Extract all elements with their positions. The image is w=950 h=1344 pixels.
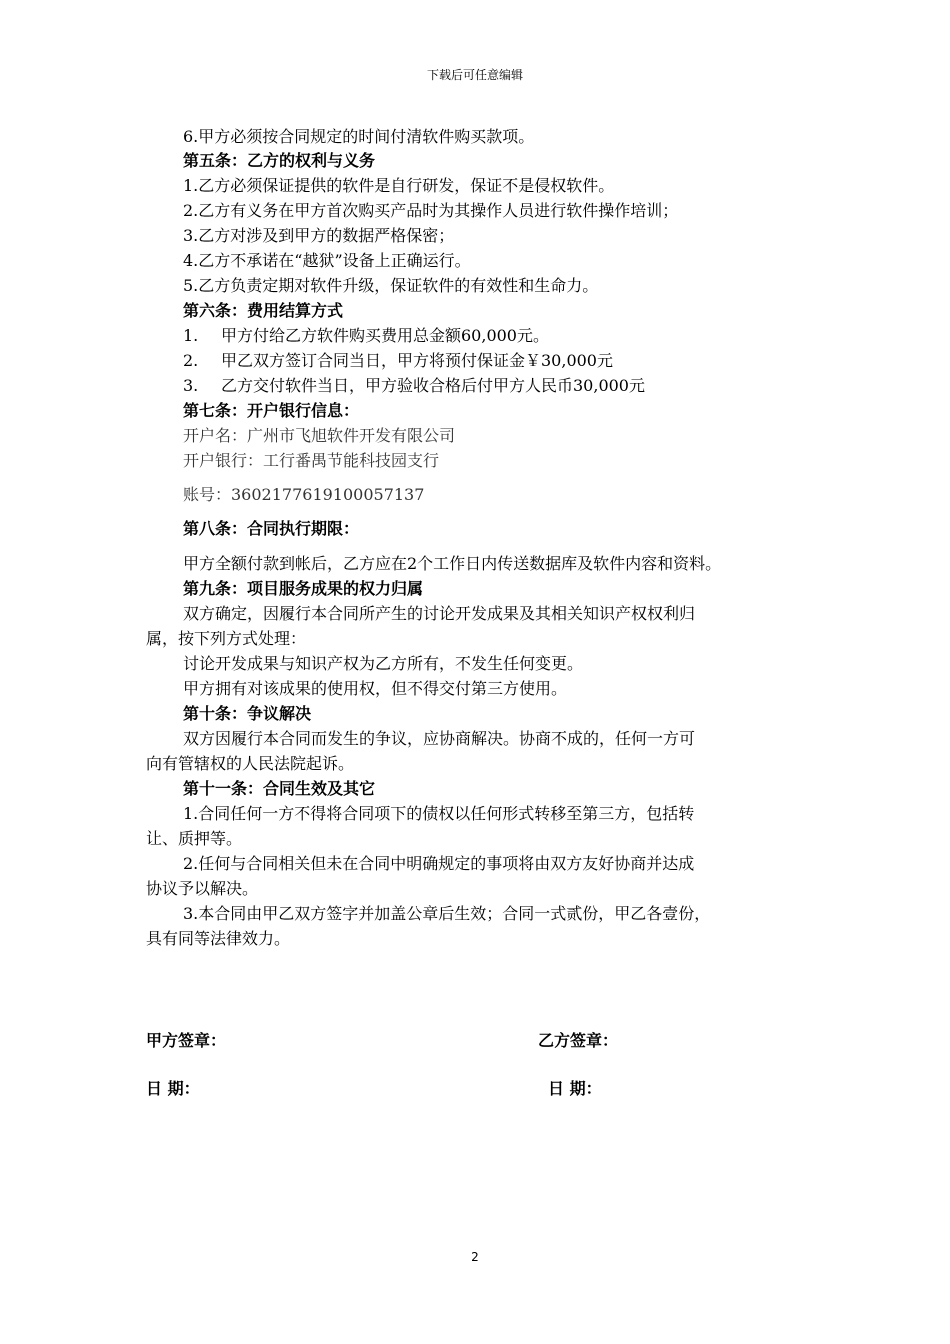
clause-5-item-2: 2.乙方有义务在甲方首次购买产品时为其操作人员进行软件操作培训；	[183, 201, 679, 220]
clause-9-heading: 第九条：项目服务成果的权力归属	[183, 579, 424, 598]
clause-11-item-1a: 1.合同任何一方不得将合同项下的债权以任何形式转移至第三方，包括转	[183, 804, 695, 823]
item-number: 2.	[183, 351, 199, 370]
clause-5-item-3: 3.乙方对涉及到甲方的数据严格保密；	[183, 226, 455, 245]
clause-7-heading: 第七条：开户银行信息：	[183, 401, 360, 420]
clause-11-item-3a: 3.本合同由甲乙双方签字并加盖公章后生效；合同一式贰份，甲乙各壹份，	[183, 904, 711, 923]
clause-11-item-2a: 2.任何与合同相关但未在合同中明确规定的事项将由双方友好协商并达成	[183, 854, 695, 873]
clause-6-heading: 第六条：费用结算方式	[183, 301, 344, 320]
clause-11-item-2b: 协议予以解决。	[146, 879, 259, 898]
clause-9-text-2: 属，按下列方式处理：	[146, 629, 307, 648]
clause-10-text-1: 双方因履行本合同而发生的争议，应协商解决。协商不成的，任何一方可	[183, 729, 696, 748]
clause-4-item-6: 6.甲方必须按合同规定的时间付清软件购买款项。	[183, 127, 535, 146]
clause-11-item-3b: 具有同等法律效力。	[146, 929, 291, 948]
party-b-signature-label: 乙方签章：	[538, 1031, 619, 1050]
account-number: 账号：3602177619100057137	[183, 485, 425, 504]
bank-name: 开户银行：工行番禺节能科技园支行	[183, 451, 440, 470]
party-a-signature-label: 甲方签章：	[146, 1031, 227, 1050]
clause-10-text-2: 向有管辖权的人民法院起诉。	[146, 754, 355, 773]
clause-8-heading: 第八条：合同执行期限：	[183, 519, 360, 538]
clause-6-item-1	[183, 325, 549, 347]
clause-11-item-1b: 让、质押等。	[146, 829, 243, 848]
clause-5-item-5: 5.乙方负责定期对软件升级，保证软件的有效性和生命力。	[183, 276, 599, 295]
item-text: 乙方交付软件当日，甲方验收合格后付甲方人民币30,000元	[221, 376, 645, 395]
clause-9-text-1: 双方确定，因履行本合同所产生的讨论开发成果及其相关知识产权权利归	[183, 604, 696, 623]
clause-9-text-4: 甲方拥有对该成果的使用权，但不得交付第三方使用。	[183, 679, 568, 698]
clause-8-text: 甲方全额付款到帐后，乙方应在2个工作日内传送数据库及软件内容和资料。	[183, 554, 722, 573]
clause-5-item-1: 1.乙方必须保证提供的软件是自行研发，保证不是侵权软件。	[183, 176, 615, 195]
party-a-date-label: 日 期：	[146, 1079, 200, 1098]
clause-6-item-3	[183, 375, 645, 397]
clause-11-heading: 第十一条：合同生效及其它	[183, 779, 376, 798]
clause-9-text-3: 讨论开发成果与知识产权为乙方所有，不发生任何变更。	[183, 654, 584, 673]
item-text: 甲方付给乙方软件购买费用总金额60,000元。	[221, 326, 549, 345]
account-name: 开户名：广州市飞旭软件开发有限公司	[183, 426, 456, 445]
item-number: 3.	[183, 376, 199, 395]
item-number: 1.	[183, 326, 199, 345]
clause-5-item-4: 4.乙方不承诺在“越狱”设备上正确运行。	[183, 251, 471, 270]
clause-10-heading: 第十条：争议解决	[183, 704, 312, 723]
clause-5-heading: 第五条：乙方的权利与义务	[183, 151, 376, 170]
party-b-date-label: 日 期：	[548, 1079, 602, 1098]
clause-6-item-2	[183, 350, 613, 372]
item-text: 甲乙双方签订合同当日，甲方将预付保证金￥30,000元	[221, 351, 613, 370]
page-number: 2	[471, 1250, 479, 1264]
header-note: 下载后可任意编辑	[426, 68, 523, 82]
